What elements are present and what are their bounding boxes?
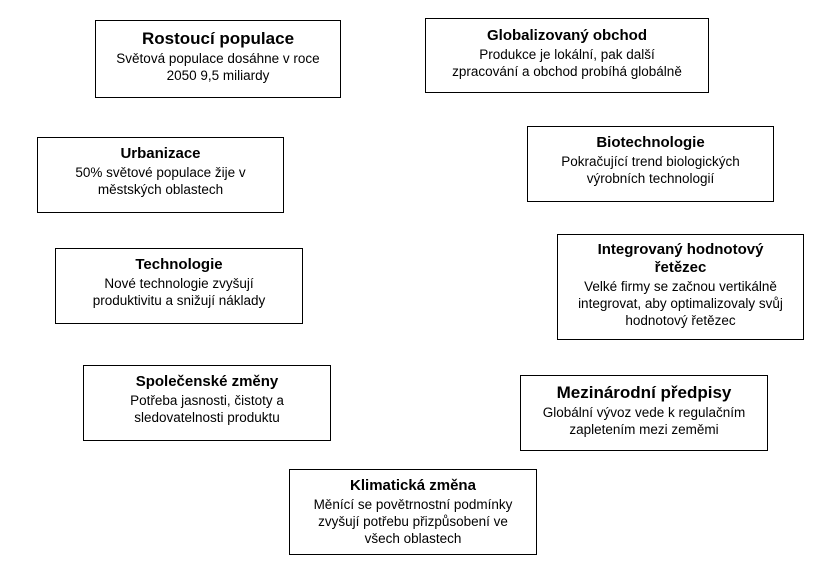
- box-text: Produkce je lokální, pak další zpracování a obchod probíhá globálně: [452, 47, 682, 79]
- box-text: Globální vývoz vede k regulačním zapletením mezi zeměmi: [542, 405, 746, 437]
- box-title: Biotechnologie: [596, 134, 705, 151]
- box-globalizovany-obchod: [425, 18, 709, 93]
- box-title: Urbanizace: [120, 145, 201, 162]
- box-integrovany-hodnotovy-retezec: [557, 234, 804, 340]
- box-title: Integrovaný hodnotový řetězec: [597, 241, 764, 276]
- box-text: Světová populace dosáhne v roce 2050 9,5 miliardy: [116, 51, 320, 83]
- box-mezinarodni-predpisy: [520, 375, 768, 451]
- box-urbanizace: [37, 137, 284, 213]
- box-text: 50% světové populace žije v městských oblastech: [75, 165, 246, 197]
- box-spolecenske-zmeny: [83, 365, 331, 441]
- box-title: Společenské změny: [135, 373, 279, 390]
- box-title: Globalizovaný obchod: [486, 27, 647, 44]
- box-title: Mezinárodní předpisy: [556, 383, 732, 402]
- box-text: Měnící se povětrnostní podmínky zvyšují potřebu přizpůsobení ve všech oblastech: [313, 497, 513, 546]
- box-text: Velké firmy se začnou vertikálně integrovat, aby optimalizovaly svůj hodnotový řetězec: [578, 279, 783, 328]
- box-rostouci-populace: [95, 20, 341, 98]
- box-title: Klimatická změna: [350, 477, 476, 494]
- box-text: Potřeba jasnosti, čistoty a sledovatelnosti produktu: [130, 393, 284, 425]
- box-title: Technologie: [135, 256, 223, 273]
- box-biotechnologie: [527, 126, 774, 202]
- box-klimaticka-zmena: [289, 469, 537, 555]
- box-title: Rostoucí populace: [141, 29, 295, 48]
- box-text: Pokračující trend biologických výrobních technologií: [561, 154, 740, 186]
- box-technologie: [55, 248, 303, 324]
- box-text: Nové technologie zvyšují produktivitu a snižují náklady: [92, 276, 266, 308]
